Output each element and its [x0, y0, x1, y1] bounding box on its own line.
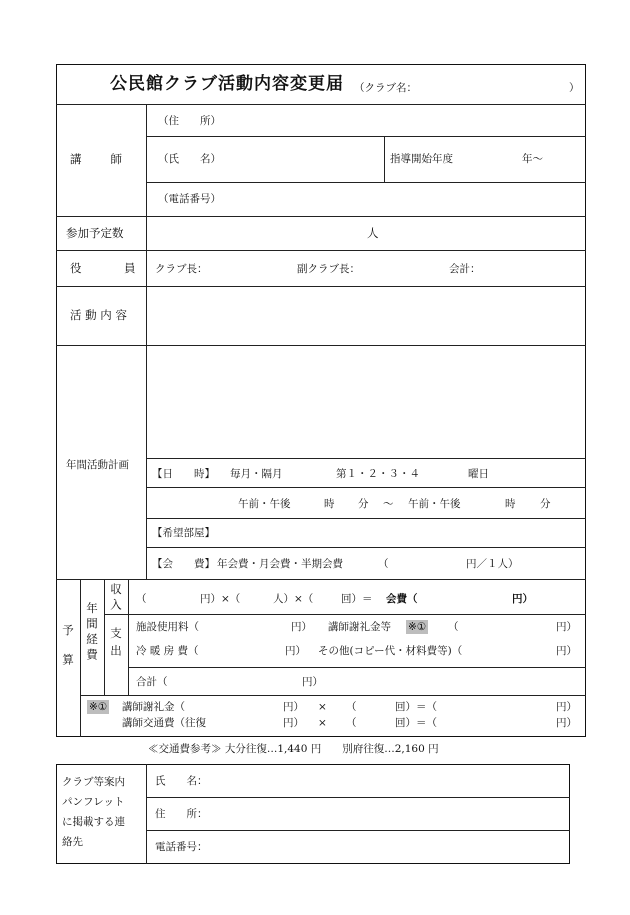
fee-unit: 円／１人）: [466, 558, 519, 570]
officer-vice-leader-label: 副クラブ長：: [297, 263, 360, 275]
instructor-name-label: （氏 名）: [158, 153, 221, 165]
instructor-label: 講 師: [70, 152, 124, 166]
time-end-hour: 時: [505, 498, 516, 510]
note-mark-2: ※①: [89, 701, 108, 713]
note-times-symbol: ×: [318, 701, 327, 713]
note-times-symbol-2: ×: [318, 717, 327, 729]
start-year-suffix: 年～: [522, 153, 543, 165]
time-start-minute: 分: [358, 498, 369, 510]
income-fee-yen: 円）: [512, 593, 533, 605]
officer-accountant-label: 会計：: [449, 263, 481, 275]
instructor-phone-label: （電話番号）: [158, 193, 221, 205]
total-label: 合計（: [136, 676, 168, 688]
heating-fee-label: 冷 暖 房 費（: [136, 645, 199, 657]
time-start-hour: 時: [324, 498, 335, 510]
participants-label: 参加予定数: [66, 226, 124, 240]
contact-label-line-2: パンフレット: [62, 796, 125, 808]
schedule-frequency: 毎月・隔月: [230, 468, 283, 480]
form-title: 公民館クラブ活動内容変更届: [110, 74, 344, 94]
instructor-address-label: （住 所）: [158, 115, 221, 127]
schedule-label: 【日 時】: [152, 468, 215, 480]
other-fee-label: その他(コピー代・材料費等)（: [318, 645, 463, 657]
schedule-weekday: 曜日: [468, 468, 489, 480]
note-times-2: 回）＝（: [395, 717, 437, 729]
facility-yen: 円）: [291, 621, 312, 633]
time-start-am-pm: 午前・午後: [238, 498, 291, 510]
note-paren-open: （: [346, 701, 357, 713]
travel-reference: ≪交通費参考≫ 大分往復…1,440 円 別府往復…2,160 円: [148, 743, 439, 755]
time-tilde: ～: [383, 498, 394, 510]
note-honorarium-label: 講師謝礼金（: [122, 701, 185, 713]
note-travel-yen: 円）: [283, 717, 304, 729]
note-times: 回）＝（: [395, 701, 437, 713]
total-yen: 円）: [302, 676, 323, 688]
note-mark-1: ※①: [408, 621, 427, 633]
income-paren-open: （: [136, 593, 147, 605]
contact-address-label: 住 所：: [155, 808, 208, 820]
officers-label: 役 員: [70, 261, 138, 275]
fee-open: （: [378, 558, 389, 570]
contact-label-line-1: クラブ等案内: [62, 776, 125, 788]
activity-content-label: 活 動 内 容: [70, 308, 127, 322]
contact-label-line-4: 絡先: [62, 836, 83, 848]
note-travel-label: 講師交通費（往復: [122, 717, 206, 729]
time-end-minute: 分: [540, 498, 551, 510]
heating-yen: 円）: [285, 645, 306, 657]
form-main-box: [56, 64, 586, 737]
room-label: 【希望部屋】: [152, 527, 215, 539]
income-fee: 会費（: [386, 593, 418, 605]
contact-phone-label: 電話番号：: [155, 841, 208, 853]
note-result-yen: 円）: [556, 701, 577, 713]
participants-unit: 人: [367, 226, 379, 240]
fee-label: 【会 費】: [152, 558, 215, 570]
note-result-yen-2: 円）: [556, 717, 577, 729]
expense-label: 支出: [109, 627, 123, 662]
time-end-am-pm: 午前・午後: [408, 498, 461, 510]
income-times: 回）＝: [341, 593, 373, 605]
start-year-label: 指導開始年度: [390, 153, 453, 165]
contact-box: [56, 764, 570, 864]
honorarium-yen: 円）: [556, 621, 577, 633]
budget-label: 予算: [61, 624, 75, 683]
income-yen: 円）×（: [200, 593, 241, 605]
honorarium-open: （: [448, 621, 459, 633]
officer-leader-label: クラブ長：: [155, 263, 208, 275]
contact-name-label: 氏 名：: [155, 775, 208, 787]
club-name-label: （クラブ名：: [354, 82, 417, 94]
other-yen: 円）: [556, 645, 577, 657]
honorarium-label: 講師謝礼金等: [328, 621, 391, 633]
annual-expense-label: 年間経費: [85, 602, 99, 664]
note-paren-open-2: （: [346, 717, 357, 729]
schedule-weeks: 第１・２・３・４: [336, 468, 420, 480]
facility-fee-label: 施設使用料（: [136, 621, 199, 633]
fee-types: 年会費・月会費・半期会費: [217, 558, 343, 570]
annual-plan-label: 年間活動計画: [66, 459, 129, 471]
club-name-close: ）: [569, 82, 580, 94]
note-honorarium-yen: 円）: [283, 701, 304, 713]
contact-label-line-3: に掲載する連: [62, 816, 125, 828]
income-label: 収入: [109, 583, 123, 614]
income-people: 人）×（: [273, 593, 314, 605]
